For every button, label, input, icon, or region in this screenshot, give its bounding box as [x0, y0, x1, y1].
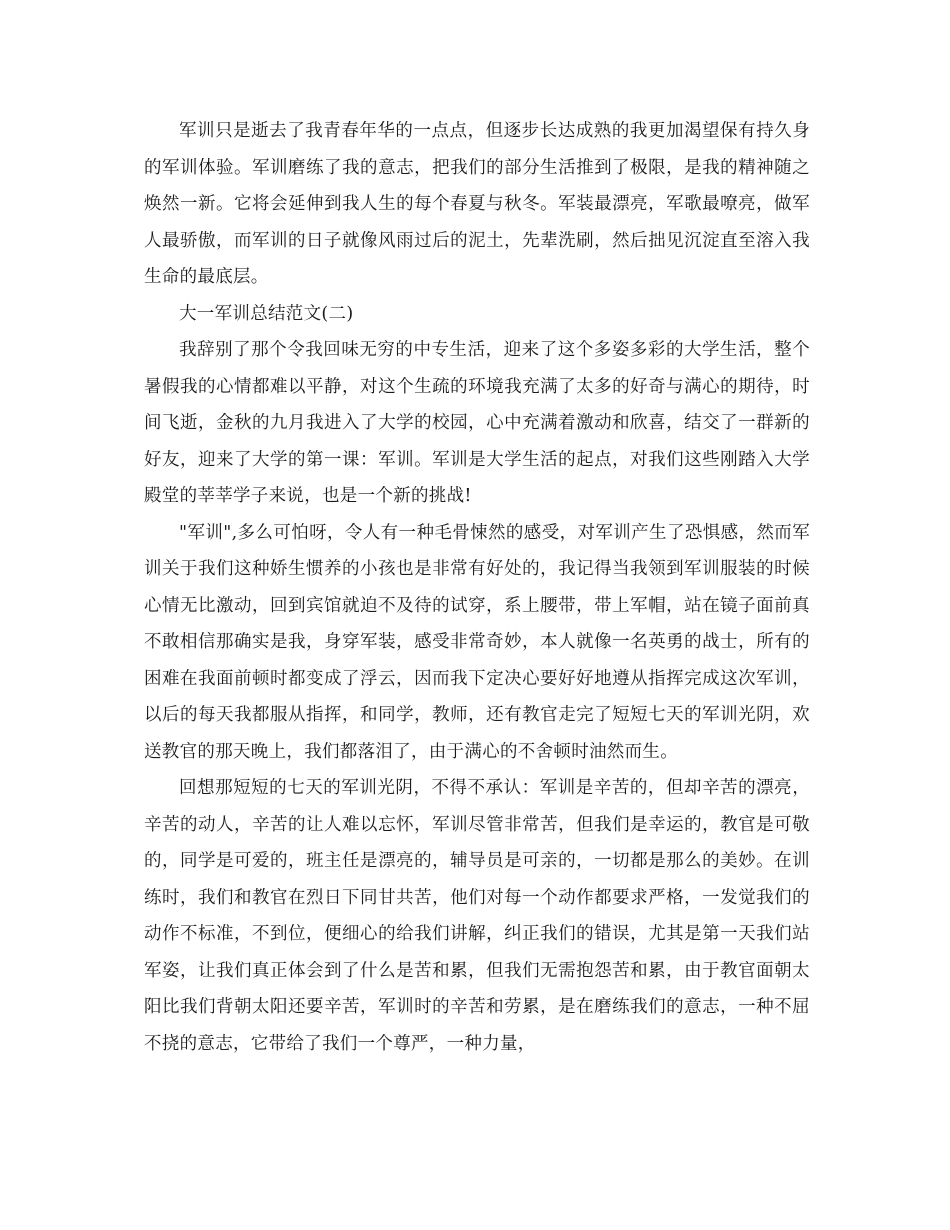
- paragraph: 回想那短短的七天的军训光阴，不得不承认：军训是辛苦的，但却辛苦的漂亮，辛苦的动人，辛苦的让人难以忘怀，军训尽管非常苦，但我们是幸运的，教官是可敬的，同学是可爱的，班主任是漂亮的，辅导员是可亲的，一切都是那么的美妙。在训练时，我们和教官在烈日下同甘共苦，他们对每一个动作都要求严格，一发觉我们的动作不标准，不到位，便细心的给我们讲解，纠正我们的错误，尤其是第一天我们站军姿，让我们真正体会到了什么是苦和累，但我们无需抱怨苦和累，由于教官面朝太阳比我们背朝太阳还要辛苦，军训时的辛苦和劳累，是在磨练我们的意志，一种不屈不挠的意志，它带给了我们一个尊严，一种力量，: [144, 778, 810, 1054]
- paragraph: "军训",多么可怕呀，令人有一种毛骨悚然的感受，对军训产生了恐惧感，然而军训关于我们这种娇生惯养的小孩也是非常有好处的，我记得当我领到军训服装的时候心情无比激动，回到宾馆就迫不及待的试穿，系上腰带，带上军帽，站在镜子面前真不敢相信那确实是我，身穿军装，感受非常奇妙，本人就像一名英勇的战士，所有的困难在我面前顿时都变成了浮云，因而我下定决心要好好地遵从指挥完成这次军训，以后的每天我都服从指挥，和同学，教师，还有教官走完了短短七天的军训光阴，欢送教官的那天晚上，我们都落泪了，由于满心的不舍顿时油然而生。: [144, 522, 810, 762]
- paragraph: 我辞别了那个令我回味无穷的中专生活，迎来了这个多姿多彩的大学生活，整个暑假我的心情都难以平静，对这个生疏的环境我充满了太多的好奇与满心的期待，时间飞逝，金秋的九月我进入了大学的校园，心中充满着激动和欣喜，结交了一群新的好友，迎来了大学的第一课：军训。军训是大学生活的起点，对我们这些刚踏入大学殿堂的莘莘学子来说，也是一个新的挑战!: [144, 340, 810, 506]
- document-body: [144, 113, 810, 1062]
- paragraph: 军训只是逝去了我青春年华的一点点，但逐步长达成熟的我更加渴望保有持久身的军训体验。军训磨练了我的意志，把我们的部分生活推到了极限，是我的精神随之焕然一新。它将会延伸到我人生的每个春夏与秋冬。军装最漂亮，军歌最嘹亮，做军人最骄傲，而军训的日子就像风雨过后的泥土，先辈洗刷，然后拙见沉淀直至溶入我生命的最底层。: [144, 121, 810, 287]
- section-heading: 大一军训总结范文(二): [179, 303, 354, 324]
